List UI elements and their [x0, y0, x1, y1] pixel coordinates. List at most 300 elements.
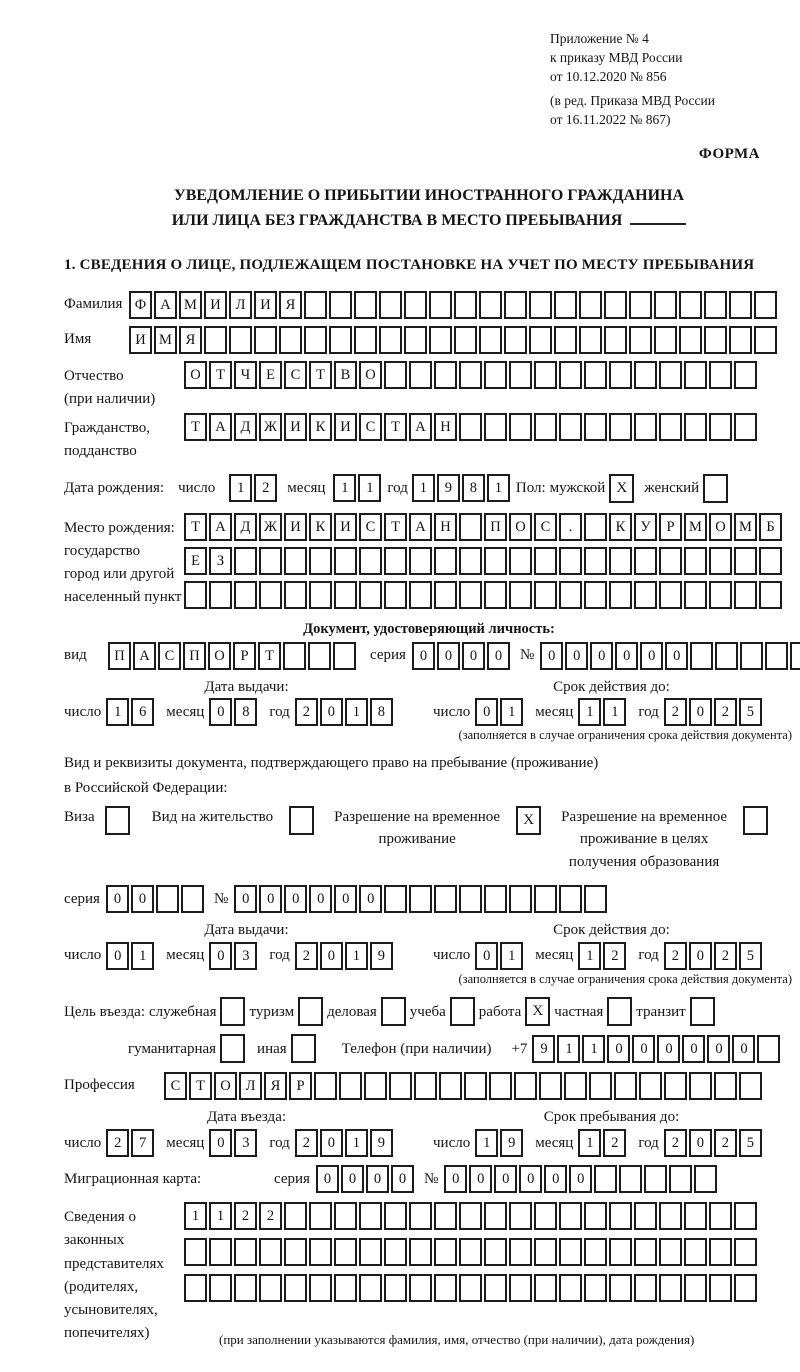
- char-cell[interactable]: [459, 581, 482, 609]
- char-cell[interactable]: [279, 326, 302, 354]
- char-cell[interactable]: И: [284, 513, 307, 541]
- char-cell[interactable]: [384, 581, 407, 609]
- char-cell[interactable]: Т: [258, 642, 281, 670]
- char-cell[interactable]: [234, 1274, 257, 1302]
- char-cell[interactable]: [484, 1202, 507, 1230]
- char-cell[interactable]: 1: [358, 474, 381, 502]
- char-cell[interactable]: В: [334, 361, 357, 389]
- char-cell[interactable]: [754, 326, 777, 354]
- char-cell[interactable]: 0: [462, 642, 485, 670]
- char-cell[interactable]: 2: [664, 1129, 687, 1157]
- char-cell[interactable]: 1: [106, 698, 129, 726]
- char-cell[interactable]: 2: [254, 474, 277, 502]
- char-cell[interactable]: 0: [334, 885, 357, 913]
- char-cell[interactable]: [534, 885, 557, 913]
- purpose-tourism-checkbox[interactable]: [298, 997, 323, 1026]
- char-cell[interactable]: [709, 581, 732, 609]
- char-cell[interactable]: 0: [689, 942, 712, 970]
- char-cell[interactable]: [534, 581, 557, 609]
- char-cell[interactable]: Р: [659, 513, 682, 541]
- char-cell[interactable]: [614, 1072, 637, 1100]
- char-cell[interactable]: [334, 1274, 357, 1302]
- char-cell[interactable]: 2: [295, 698, 318, 726]
- char-cell[interactable]: [734, 1274, 757, 1302]
- char-cell[interactable]: 5: [739, 1129, 762, 1157]
- char-cell[interactable]: [584, 513, 607, 541]
- char-cell[interactable]: [484, 361, 507, 389]
- char-cell[interactable]: К: [609, 513, 632, 541]
- char-cell[interactable]: [333, 642, 356, 670]
- char-cell[interactable]: И: [334, 513, 357, 541]
- char-cell[interactable]: [156, 885, 179, 913]
- char-cell[interactable]: [534, 361, 557, 389]
- char-cell[interactable]: [504, 326, 527, 354]
- char-cell[interactable]: 1: [209, 1202, 232, 1230]
- char-cell[interactable]: И: [254, 291, 277, 319]
- char-cell[interactable]: 5: [739, 698, 762, 726]
- char-cell[interactable]: [654, 326, 677, 354]
- char-cell[interactable]: [734, 1202, 757, 1230]
- char-cell[interactable]: 1: [500, 942, 523, 970]
- char-cell[interactable]: [459, 547, 482, 575]
- char-cell[interactable]: Ж: [259, 413, 282, 441]
- char-cell[interactable]: Я: [279, 291, 302, 319]
- char-cell[interactable]: [464, 1072, 487, 1100]
- char-cell[interactable]: [709, 547, 732, 575]
- char-cell[interactable]: Т: [184, 513, 207, 541]
- char-cell[interactable]: [514, 1072, 537, 1100]
- char-cell[interactable]: А: [133, 642, 156, 670]
- char-cell[interactable]: [734, 413, 757, 441]
- char-cell[interactable]: [354, 326, 377, 354]
- char-cell[interactable]: 0: [565, 642, 588, 670]
- char-cell[interactable]: [259, 547, 282, 575]
- char-cell[interactable]: М: [179, 291, 202, 319]
- char-cell[interactable]: [434, 1202, 457, 1230]
- char-cell[interactable]: [734, 1238, 757, 1266]
- char-cell[interactable]: 2: [295, 1129, 318, 1157]
- char-cell[interactable]: [389, 1072, 412, 1100]
- char-cell[interactable]: Л: [229, 291, 252, 319]
- char-cell[interactable]: [204, 326, 227, 354]
- char-cell[interactable]: [489, 1072, 512, 1100]
- char-cell[interactable]: 2: [714, 1129, 737, 1157]
- char-cell[interactable]: [234, 547, 257, 575]
- char-cell[interactable]: 1: [475, 1129, 498, 1157]
- char-cell[interactable]: [309, 1274, 332, 1302]
- char-cell[interactable]: 0: [437, 642, 460, 670]
- char-cell[interactable]: [659, 547, 682, 575]
- char-cell[interactable]: 0: [320, 942, 343, 970]
- char-cell[interactable]: [409, 361, 432, 389]
- char-cell[interactable]: 0: [444, 1165, 467, 1193]
- char-cell[interactable]: [479, 291, 502, 319]
- char-cell[interactable]: [729, 326, 752, 354]
- char-cell[interactable]: Н: [434, 513, 457, 541]
- char-cell[interactable]: [284, 1238, 307, 1266]
- char-cell[interactable]: И: [204, 291, 227, 319]
- char-cell[interactable]: [429, 326, 452, 354]
- char-cell[interactable]: [554, 291, 577, 319]
- purpose-transit-checkbox[interactable]: [690, 997, 715, 1026]
- female-checkbox[interactable]: [703, 474, 728, 503]
- char-cell[interactable]: [634, 413, 657, 441]
- char-cell[interactable]: [509, 1202, 532, 1230]
- char-cell[interactable]: [634, 547, 657, 575]
- char-cell[interactable]: О: [509, 513, 532, 541]
- char-cell[interactable]: [434, 1238, 457, 1266]
- char-cell[interactable]: [309, 1202, 332, 1230]
- char-cell[interactable]: 0: [487, 642, 510, 670]
- residence-permit-checkbox[interactable]: [289, 806, 314, 835]
- char-cell[interactable]: [609, 1274, 632, 1302]
- char-cell[interactable]: [484, 581, 507, 609]
- char-cell[interactable]: [184, 1274, 207, 1302]
- char-cell[interactable]: [584, 581, 607, 609]
- char-cell[interactable]: М: [734, 513, 757, 541]
- temp-residence-education-checkbox[interactable]: [743, 806, 768, 835]
- char-cell[interactable]: .: [559, 513, 582, 541]
- char-cell[interactable]: [334, 547, 357, 575]
- char-cell[interactable]: 0: [320, 698, 343, 726]
- char-cell[interactable]: 0: [284, 885, 307, 913]
- char-cell[interactable]: [209, 581, 232, 609]
- char-cell[interactable]: Д: [234, 413, 257, 441]
- char-cell[interactable]: [509, 885, 532, 913]
- char-cell[interactable]: 0: [106, 942, 129, 970]
- char-cell[interactable]: [359, 547, 382, 575]
- char-cell[interactable]: 0: [494, 1165, 517, 1193]
- char-cell[interactable]: [329, 291, 352, 319]
- char-cell[interactable]: [609, 361, 632, 389]
- char-cell[interactable]: [429, 291, 452, 319]
- char-cell[interactable]: М: [154, 326, 177, 354]
- char-cell[interactable]: 2: [664, 698, 687, 726]
- char-cell[interactable]: [484, 1238, 507, 1266]
- char-cell[interactable]: [690, 642, 713, 670]
- char-cell[interactable]: 1: [412, 474, 435, 502]
- char-cell[interactable]: [504, 291, 527, 319]
- char-cell[interactable]: [669, 1165, 692, 1193]
- char-cell[interactable]: [229, 326, 252, 354]
- char-cell[interactable]: [529, 326, 552, 354]
- char-cell[interactable]: 0: [665, 642, 688, 670]
- char-cell[interactable]: Ч: [234, 361, 257, 389]
- char-cell[interactable]: [579, 291, 602, 319]
- char-cell[interactable]: [484, 413, 507, 441]
- char-cell[interactable]: [684, 1274, 707, 1302]
- char-cell[interactable]: [434, 361, 457, 389]
- char-cell[interactable]: [734, 547, 757, 575]
- char-cell[interactable]: [459, 885, 482, 913]
- char-cell[interactable]: [609, 581, 632, 609]
- char-cell[interactable]: 1: [184, 1202, 207, 1230]
- char-cell[interactable]: [409, 1274, 432, 1302]
- char-cell[interactable]: Ф: [129, 291, 152, 319]
- char-cell[interactable]: [309, 581, 332, 609]
- char-cell[interactable]: С: [158, 642, 181, 670]
- char-cell[interactable]: 0: [732, 1035, 755, 1063]
- char-cell[interactable]: 0: [316, 1165, 339, 1193]
- char-cell[interactable]: 1: [578, 942, 601, 970]
- char-cell[interactable]: [559, 547, 582, 575]
- char-cell[interactable]: [329, 326, 352, 354]
- char-cell[interactable]: [359, 581, 382, 609]
- char-cell[interactable]: 0: [309, 885, 332, 913]
- char-cell[interactable]: [604, 326, 627, 354]
- char-cell[interactable]: 0: [359, 885, 382, 913]
- purpose-work-checkbox[interactable]: X: [525, 997, 550, 1026]
- char-cell[interactable]: П: [484, 513, 507, 541]
- char-cell[interactable]: [559, 1238, 582, 1266]
- char-cell[interactable]: [339, 1072, 362, 1100]
- char-cell[interactable]: Д: [234, 513, 257, 541]
- char-cell[interactable]: 0: [391, 1165, 414, 1193]
- char-cell[interactable]: 1: [131, 942, 154, 970]
- char-cell[interactable]: А: [409, 413, 432, 441]
- char-cell[interactable]: [384, 1238, 407, 1266]
- char-cell[interactable]: [584, 1274, 607, 1302]
- char-cell[interactable]: [659, 1202, 682, 1230]
- char-cell[interactable]: [790, 642, 800, 670]
- char-cell[interactable]: [684, 1238, 707, 1266]
- char-cell[interactable]: 0: [569, 1165, 592, 1193]
- char-cell[interactable]: [384, 361, 407, 389]
- char-cell[interactable]: [709, 1238, 732, 1266]
- char-cell[interactable]: Я: [179, 326, 202, 354]
- char-cell[interactable]: А: [209, 413, 232, 441]
- char-cell[interactable]: [404, 291, 427, 319]
- char-cell[interactable]: [534, 413, 557, 441]
- char-cell[interactable]: [629, 326, 652, 354]
- char-cell[interactable]: [594, 1165, 617, 1193]
- char-cell[interactable]: 0: [412, 642, 435, 670]
- char-cell[interactable]: [434, 1274, 457, 1302]
- char-cell[interactable]: Р: [289, 1072, 312, 1100]
- char-cell[interactable]: [684, 1202, 707, 1230]
- char-cell[interactable]: 0: [640, 642, 663, 670]
- char-cell[interactable]: [459, 1202, 482, 1230]
- char-cell[interactable]: 9: [370, 942, 393, 970]
- char-cell[interactable]: [304, 291, 327, 319]
- char-cell[interactable]: [684, 547, 707, 575]
- char-cell[interactable]: [439, 1072, 462, 1100]
- char-cell[interactable]: 2: [603, 942, 626, 970]
- char-cell[interactable]: 0: [131, 885, 154, 913]
- char-cell[interactable]: [634, 1238, 657, 1266]
- char-cell[interactable]: [609, 413, 632, 441]
- char-cell[interactable]: [454, 326, 477, 354]
- char-cell[interactable]: [309, 1238, 332, 1266]
- char-cell[interactable]: [765, 642, 788, 670]
- char-cell[interactable]: [409, 581, 432, 609]
- char-cell[interactable]: [704, 326, 727, 354]
- char-cell[interactable]: Е: [259, 361, 282, 389]
- char-cell[interactable]: [709, 361, 732, 389]
- visa-checkbox[interactable]: [105, 806, 130, 835]
- char-cell[interactable]: 0: [632, 1035, 655, 1063]
- char-cell[interactable]: [609, 1202, 632, 1230]
- char-cell[interactable]: [709, 413, 732, 441]
- char-cell[interactable]: 0: [607, 1035, 630, 1063]
- char-cell[interactable]: [354, 291, 377, 319]
- char-cell[interactable]: 0: [259, 885, 282, 913]
- char-cell[interactable]: [409, 1238, 432, 1266]
- char-cell[interactable]: [459, 1238, 482, 1266]
- char-cell[interactable]: [534, 1238, 557, 1266]
- purpose-business-checkbox[interactable]: [381, 997, 406, 1026]
- char-cell[interactable]: [679, 291, 702, 319]
- char-cell[interactable]: К: [309, 413, 332, 441]
- char-cell[interactable]: О: [359, 361, 382, 389]
- char-cell[interactable]: М: [684, 513, 707, 541]
- char-cell[interactable]: 0: [320, 1129, 343, 1157]
- char-cell[interactable]: 1: [500, 698, 523, 726]
- char-cell[interactable]: О: [184, 361, 207, 389]
- char-cell[interactable]: 1: [578, 1129, 601, 1157]
- char-cell[interactable]: 0: [590, 642, 613, 670]
- char-cell[interactable]: [689, 1072, 712, 1100]
- char-cell[interactable]: [559, 1274, 582, 1302]
- char-cell[interactable]: 9: [437, 474, 460, 502]
- char-cell[interactable]: [404, 326, 427, 354]
- purpose-study-checkbox[interactable]: [450, 997, 475, 1026]
- char-cell[interactable]: [434, 581, 457, 609]
- char-cell[interactable]: 1: [333, 474, 356, 502]
- char-cell[interactable]: 0: [475, 698, 498, 726]
- temp-residence-checkbox[interactable]: X: [516, 806, 541, 835]
- char-cell[interactable]: [729, 291, 752, 319]
- char-cell[interactable]: П: [183, 642, 206, 670]
- char-cell[interactable]: [539, 1072, 562, 1100]
- char-cell[interactable]: 9: [500, 1129, 523, 1157]
- char-cell[interactable]: [634, 361, 657, 389]
- char-cell[interactable]: Б: [759, 513, 782, 541]
- char-cell[interactable]: 0: [341, 1165, 364, 1193]
- char-cell[interactable]: [314, 1072, 337, 1100]
- char-cell[interactable]: [384, 547, 407, 575]
- char-cell[interactable]: 0: [689, 1129, 712, 1157]
- char-cell[interactable]: 0: [707, 1035, 730, 1063]
- char-cell[interactable]: 0: [209, 1129, 232, 1157]
- char-cell[interactable]: [639, 1072, 662, 1100]
- char-cell[interactable]: З: [209, 547, 232, 575]
- char-cell[interactable]: [654, 291, 677, 319]
- char-cell[interactable]: 0: [544, 1165, 567, 1193]
- char-cell[interactable]: [584, 1238, 607, 1266]
- char-cell[interactable]: [554, 326, 577, 354]
- char-cell[interactable]: [684, 361, 707, 389]
- char-cell[interactable]: [459, 413, 482, 441]
- char-cell[interactable]: П: [108, 642, 131, 670]
- char-cell[interactable]: А: [154, 291, 177, 319]
- char-cell[interactable]: [384, 1274, 407, 1302]
- char-cell[interactable]: [739, 1072, 762, 1100]
- char-cell[interactable]: [609, 547, 632, 575]
- char-cell[interactable]: 2: [714, 942, 737, 970]
- char-cell[interactable]: [459, 361, 482, 389]
- char-cell[interactable]: 1: [603, 698, 626, 726]
- char-cell[interactable]: 0: [209, 942, 232, 970]
- char-cell[interactable]: [359, 1202, 382, 1230]
- char-cell[interactable]: 0: [519, 1165, 542, 1193]
- char-cell[interactable]: 0: [234, 885, 257, 913]
- char-cell[interactable]: [740, 642, 763, 670]
- char-cell[interactable]: Т: [384, 513, 407, 541]
- char-cell[interactable]: [359, 1274, 382, 1302]
- char-cell[interactable]: [384, 885, 407, 913]
- char-cell[interactable]: 0: [469, 1165, 492, 1193]
- char-cell[interactable]: С: [164, 1072, 187, 1100]
- char-cell[interactable]: [509, 1238, 532, 1266]
- char-cell[interactable]: [259, 1274, 282, 1302]
- char-cell[interactable]: 1: [557, 1035, 580, 1063]
- char-cell[interactable]: [534, 1274, 557, 1302]
- char-cell[interactable]: К: [309, 513, 332, 541]
- char-cell[interactable]: Л: [239, 1072, 262, 1100]
- char-cell[interactable]: 9: [370, 1129, 393, 1157]
- char-cell[interactable]: 1: [582, 1035, 605, 1063]
- char-cell[interactable]: [184, 581, 207, 609]
- char-cell[interactable]: [659, 413, 682, 441]
- char-cell[interactable]: [634, 1274, 657, 1302]
- char-cell[interactable]: [434, 547, 457, 575]
- char-cell[interactable]: [334, 1202, 357, 1230]
- char-cell[interactable]: [734, 361, 757, 389]
- char-cell[interactable]: 0: [475, 942, 498, 970]
- char-cell[interactable]: А: [209, 513, 232, 541]
- char-cell[interactable]: С: [359, 513, 382, 541]
- char-cell[interactable]: [283, 642, 306, 670]
- char-cell[interactable]: [759, 581, 782, 609]
- char-cell[interactable]: [209, 1238, 232, 1266]
- char-cell[interactable]: [659, 1238, 682, 1266]
- char-cell[interactable]: 8: [234, 698, 257, 726]
- char-cell[interactable]: У: [634, 513, 657, 541]
- char-cell[interactable]: 3: [234, 942, 257, 970]
- char-cell[interactable]: [459, 1274, 482, 1302]
- char-cell[interactable]: 0: [657, 1035, 680, 1063]
- char-cell[interactable]: Т: [384, 413, 407, 441]
- char-cell[interactable]: [409, 547, 432, 575]
- char-cell[interactable]: [509, 361, 532, 389]
- char-cell[interactable]: О: [709, 513, 732, 541]
- char-cell[interactable]: Е: [184, 547, 207, 575]
- char-cell[interactable]: И: [334, 413, 357, 441]
- char-cell[interactable]: [434, 885, 457, 913]
- char-cell[interactable]: [259, 1238, 282, 1266]
- char-cell[interactable]: [559, 581, 582, 609]
- char-cell[interactable]: [454, 291, 477, 319]
- char-cell[interactable]: [479, 326, 502, 354]
- char-cell[interactable]: [734, 581, 757, 609]
- char-cell[interactable]: [684, 413, 707, 441]
- char-cell[interactable]: 8: [462, 474, 485, 502]
- char-cell[interactable]: [684, 581, 707, 609]
- char-cell[interactable]: [259, 581, 282, 609]
- char-cell[interactable]: [529, 291, 552, 319]
- char-cell[interactable]: [644, 1165, 667, 1193]
- char-cell[interactable]: 0: [209, 698, 232, 726]
- char-cell[interactable]: 3: [234, 1129, 257, 1157]
- char-cell[interactable]: [409, 885, 432, 913]
- char-cell[interactable]: [484, 547, 507, 575]
- char-cell[interactable]: [309, 547, 332, 575]
- char-cell[interactable]: [604, 291, 627, 319]
- char-cell[interactable]: [384, 1202, 407, 1230]
- char-cell[interactable]: 7: [131, 1129, 154, 1157]
- char-cell[interactable]: [359, 1238, 382, 1266]
